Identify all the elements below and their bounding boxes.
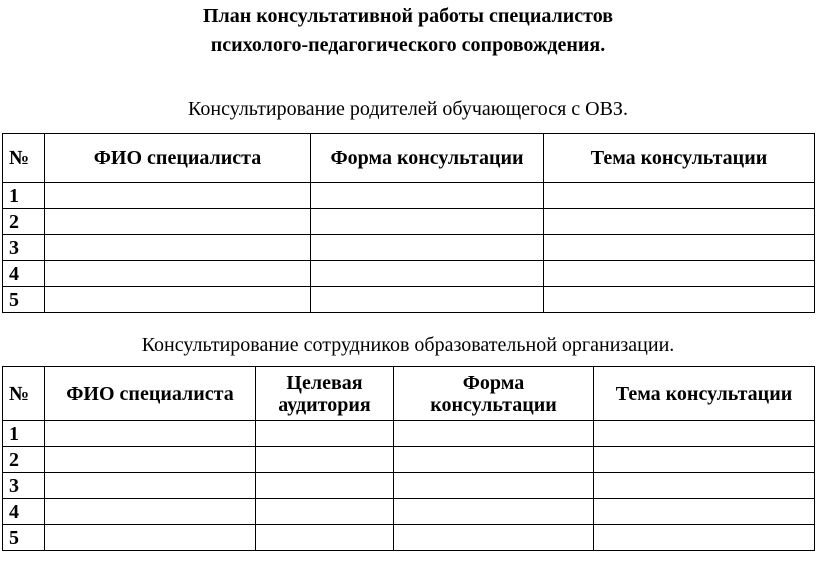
cell-consultation-topic[interactable]: [544, 235, 815, 261]
cell-specialist-name[interactable]: [45, 447, 256, 473]
cell-consultation-form[interactable]: [311, 235, 544, 261]
row-number: 3: [3, 235, 45, 261]
cell-specialist-name[interactable]: [45, 209, 311, 235]
table-row: [3, 235, 815, 261]
cell-consultation-topic[interactable]: [594, 421, 815, 447]
column-header-target-audience: Целевая аудитория: [256, 367, 394, 421]
row-number: 2: [3, 209, 45, 235]
cell-consultation-topic[interactable]: [594, 525, 815, 551]
cell-specialist-name[interactable]: [45, 183, 311, 209]
cell-specialist-name[interactable]: [45, 499, 256, 525]
cell-consultation-form[interactable]: [394, 525, 594, 551]
table-header-row: [3, 367, 815, 421]
cell-consultation-form[interactable]: [311, 183, 544, 209]
column-header-consultation-form: Форма консультации: [311, 134, 544, 183]
column-header-consultation-topic: Тема консультации: [594, 367, 815, 421]
cell-target-audience[interactable]: [256, 499, 394, 525]
column-header-number: №: [3, 367, 45, 421]
row-number: 2: [3, 447, 45, 473]
row-number: 5: [3, 287, 45, 313]
column-header-specialist-name: ФИО специалиста: [45, 134, 311, 183]
row-number: 5: [3, 525, 45, 551]
table-row: [3, 525, 815, 551]
cell-consultation-topic[interactable]: [544, 209, 815, 235]
cell-target-audience[interactable]: [256, 447, 394, 473]
cell-specialist-name[interactable]: [45, 235, 311, 261]
table-row: [3, 183, 815, 209]
row-number: 4: [3, 261, 45, 287]
cell-consultation-form[interactable]: [311, 287, 544, 313]
cell-consultation-form[interactable]: [394, 499, 594, 525]
row-number: 4: [3, 499, 45, 525]
cell-consultation-topic[interactable]: [544, 261, 815, 287]
cell-specialist-name[interactable]: [45, 287, 311, 313]
column-header-specialist-name: ФИО специалиста: [45, 367, 256, 421]
table-row: [3, 287, 815, 313]
cell-specialist-name[interactable]: [45, 261, 311, 287]
document-title-line-1: План консультативной работы специалистов: [203, 5, 613, 27]
cell-consultation-form[interactable]: [394, 447, 594, 473]
table-row: [3, 209, 815, 235]
section2-heading: Консультирование сотрудников образовательной организации.: [141, 334, 675, 356]
cell-target-audience[interactable]: [256, 473, 394, 499]
cell-specialist-name[interactable]: [45, 473, 256, 499]
cell-target-audience[interactable]: [256, 421, 394, 447]
cell-consultation-topic[interactable]: [544, 287, 815, 313]
cell-consultation-topic[interactable]: [594, 473, 815, 499]
cell-consultation-form[interactable]: [311, 261, 544, 287]
cell-specialist-name[interactable]: [45, 421, 256, 447]
table-header-row: [3, 134, 815, 183]
table-row: [3, 421, 815, 447]
table-row: [3, 499, 815, 525]
table-row: [3, 447, 815, 473]
row-number: 1: [3, 421, 45, 447]
document-title-line-2: психолого-педагогического сопровождения.: [210, 34, 606, 56]
row-number: 3: [3, 473, 45, 499]
cell-consultation-topic[interactable]: [594, 499, 815, 525]
cell-consultation-form[interactable]: [311, 209, 544, 235]
row-number: 1: [3, 183, 45, 209]
section1-heading: Консультирование родителей обучающегося с ОВЗ.: [188, 98, 628, 120]
cell-consultation-topic[interactable]: [544, 183, 815, 209]
column-header-number: №: [3, 134, 45, 183]
table-row: [3, 473, 815, 499]
parents-consultation-table: [2, 133, 815, 313]
column-header-consultation-topic: Тема консультации: [544, 134, 815, 183]
cell-consultation-form[interactable]: [394, 473, 594, 499]
cell-consultation-topic[interactable]: [594, 447, 815, 473]
staff-consultation-table: [2, 366, 815, 551]
cell-target-audience[interactable]: [256, 525, 394, 551]
cell-specialist-name[interactable]: [45, 525, 256, 551]
table-row: [3, 261, 815, 287]
column-header-consultation-form: Форма консультации: [394, 367, 594, 421]
cell-consultation-form[interactable]: [394, 421, 594, 447]
